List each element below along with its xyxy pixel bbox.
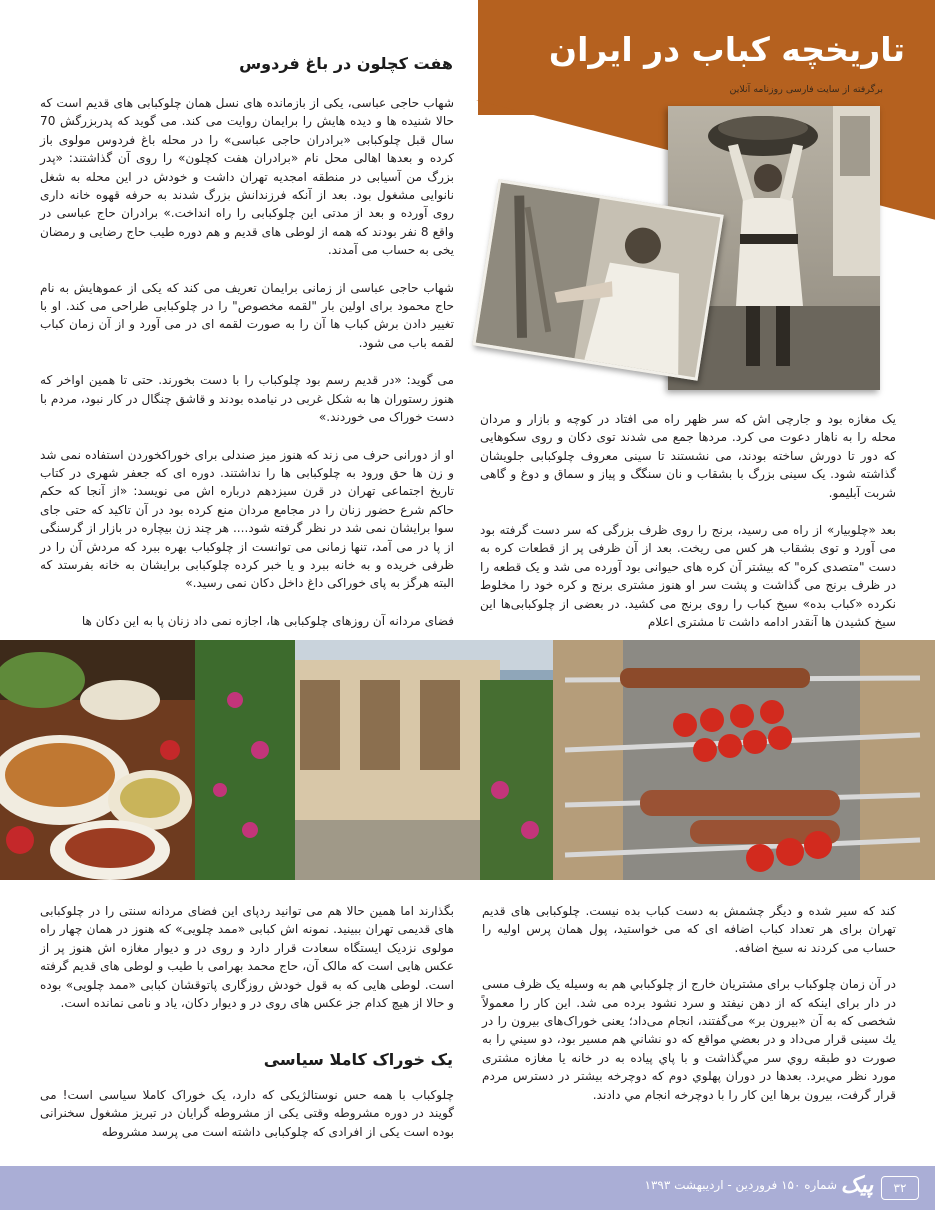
section-heading-political-dish: یک خوراک کاملا سیاسی [263, 1050, 453, 1069]
paragraph: فضای مردانه آن روزهای چلوکبابی ها، اجازه نمی داد زنان پا به این دکان ها [81, 613, 454, 628]
paragraph: شهاب حاجی عباسی، یکی از بازمانده های نسل همان چلوکبابی های قدیم است که حالا شنیده ها و دیده هایش را برایمان روایت می کند. می گوید که پدربزرگش 70 سال قبل چلوکبابی «برادران حاجی عباسی» را در محله باغ فردوس مولوی باز کرده و بعدها اهالی محل نام «برادران هفت کچلون» را روی آن گذاشتند: «پدر بزرگ من آسیابی در منطقه امجدیه تهران داشت و خودش در این محله به شغل نانوایی مشغول بود. بعد از آنکه فرزندانش بزرگ شدند به حرفه قهوه خانه داری روی آورده و بعد از مدتی این چلوکبابی را راه انداخت.» برادران حاج عباسی در واقع 8 نفر بودند که همه از لوطی های قدیم و هم دوره طیب حاج رضایی و رمضان یخی به حساب می آمدند. [40, 96, 454, 258]
photo-kebab-skewers [553, 640, 935, 880]
source-note: برگرفته از سایت فارسی روزنامه آنلاین [729, 84, 883, 95]
page-title: تاریخچه کباب در ایران [548, 30, 905, 69]
paragraph: یک مغازه بود و جارچی اش که سر ظهر راه می افتاد در کوچه و بازار و مردان محله را به ناهار دعوت می کرد. مردها جمع می شدند توی دکان و روی سکوهایی که دور تا دورش ساخته بودند، می نشستند تا سینی معروف چلوکبابی جلویشان گذاشته شود. یک سینی بزرگ با بشقاب و نان سنگگ و پیاز و سماق و دوغ و گاهی شربت آبلیمو. [480, 412, 896, 500]
photo-courtyard [195, 640, 553, 880]
paragraph: بعد «چلوبیار» از راه می رسید، برنج را روی ظرف بزرگی که سر دست گرفته بود می آورد و توی بشقاب هر کس می ریخت. بعد از آن ظرفی پر از قطعات کره به دست "متصدی کره" که بیشتر آن کره های حیوانی بود آورده می شد و یک قطعه را در ظرف برنج می گذاشت و پشت سر او هنوز مشتری برنج و کره خود را مخلوط نکرده «کباب بده» سیخ کباب را روی برنج می کشید. در بعضی از چلوکبابی‌ها این سیخ کشیدن ها آنقدر ادامه داشت تا مشتری اعلام [480, 523, 896, 630]
left-column-text [40, 94, 454, 649]
paragraph: می گوید: «در قدیم رسم بود چلوکباب را با دست بخورند. حتی تا همین اواخر که هنوز رستوران ها به شکل غربی در نیامده بودند و قاشق چنگال در کار نبود، مردم با دست خوراک می خوردند.» [40, 373, 454, 425]
paragraph: در آن زمان چلوکباب برای مشتریان خارج از چلوکبابي هم به وسيله يک ظرف مسی در دار برای اینکه که از دهن نیفتد و سرد نشود برده می شد. این کار را معمولاً شخصی که به آن «بیرون بر» می‌گفتند، انجام می‌داد؛ یعنی خوراک‌های بیرون را در یك سینی قرار می‌داد و در بعضي مواقع که دو نشاني هم مسير بود، دو سيني را به صورت دو طبقه روي سر مي‌گذاشت و با پاي پياده به در خانه یا مغازه مشتری مورد نظر مي‌برد. بعدها در دوران پهلوي دوم که دوچرخه بيشتر در دسترس مردم قرار گرفت، بيرون برها اين كار را با دوچرخه انجام مي دادند. [482, 977, 896, 1102]
page-number: ۳۲ [881, 1176, 919, 1200]
photo-strip [0, 640, 935, 880]
section-heading-haft-kachalun: هفت کچلون در باغ فردوس [239, 54, 453, 73]
paragraph: چلوکباب با همه حس نوستالژیکی که دارد، یک خوراک کاملا سیاسی است! می گویند در دوره مشروطه وقتی یکی از مشروطه گرایان در تبریز مشغول سخنرانی بوده است یکی از افرادی که چلوکبابی داشته است می پرسد مشروطه [40, 1088, 454, 1139]
photo-food-platter [0, 640, 195, 880]
paragraph: او از دورانی حرف می زند که هنوز میز صندلی برای خوراکخوردن استفاده نمی شد و زن ها حق ورود به چلوکبابی ها را نداشتند. دوره ای که جعفر شهری در کتاب تاریخ اجتماعی تهران در قرن سیزدهم درباره اش می نویسد: «از آنجا که حکم حاکم شرع حضور زنان را در مجامع مردان منع کرده بود در آن تاکید که حتی جای سوا برایشان نمی شد در نظر گرفته شود.... هر چند زن بیچاره در بازار از گرسنگی از پا در می آمد، تنها زمانی می توانست از چلوکباب بهره ببرد که مردش آن را در ظرفی خریده و به خانه ببرد و یا خبر کرده چلوکبابی برایشان به خانه بفرستد که البته هرگز به پای خوراکی داغ داخل دکان نمی رسید.» [40, 447, 454, 591]
bottom-right-text [482, 902, 896, 1122]
bottom-left-text-2 [40, 1086, 454, 1141]
magazine-logo: پیک [840, 1172, 874, 1198]
right-column-text [480, 410, 896, 650]
issue-info: شماره ۱۵۰ فروردین - اردیبهشت ۱۳۹۳ [644, 1178, 837, 1192]
paragraph: شهاب حاجی عباسی از زمانی برایمان تعریف می کند که یکی از عموهایش به نام حاج محمود برای اولین بار "لقمه مخصوص" را در چلوکبابی طراحی می کند. او با تغییر دادن برش کباب ها آن را به صورت لقمه ای در می آورد و از آن زمان کباب لقمه باب می شود. [40, 280, 454, 350]
paragraph: بگذارند اما همین حالا هم می توانید ردپای این فضای مردانه سنتی را در چلوکبابی های قدیمی تهران ببینید. نمونه اش کبابی «ممد چلویی» که هنوز در همان چهار راه مولوی نزدیک ایستگاه سعادت قرار دارد و روی در و دیوار مغازه اش هنوز پر از عکس هایی است که مالک آن، حاج محمد بهرامی با طیب و لوطی های قدیم گرفته است. لوطی هایی که به قول خودش روزگاری پاتوقشان کبابی «ممد چلویی» بوده و حالا از هیچ کدام جز عکس های روی در و دیوار دکان، یاد و نامی نمانده است. [40, 904, 454, 1011]
photo-kebab-griller [472, 179, 723, 381]
page-footer [0, 1166, 935, 1210]
bottom-left-text [40, 902, 454, 1012]
paragraph: کند که سیر شده و دیگر چشمش به دست کباب بده نیست. چلوکبابی های قدیم تهران برای هر تعداد کباب اضافه ای که می خواستید، پول همان پرس اولیه را حساب می کردند نه سیخ اضافه. [482, 904, 896, 955]
